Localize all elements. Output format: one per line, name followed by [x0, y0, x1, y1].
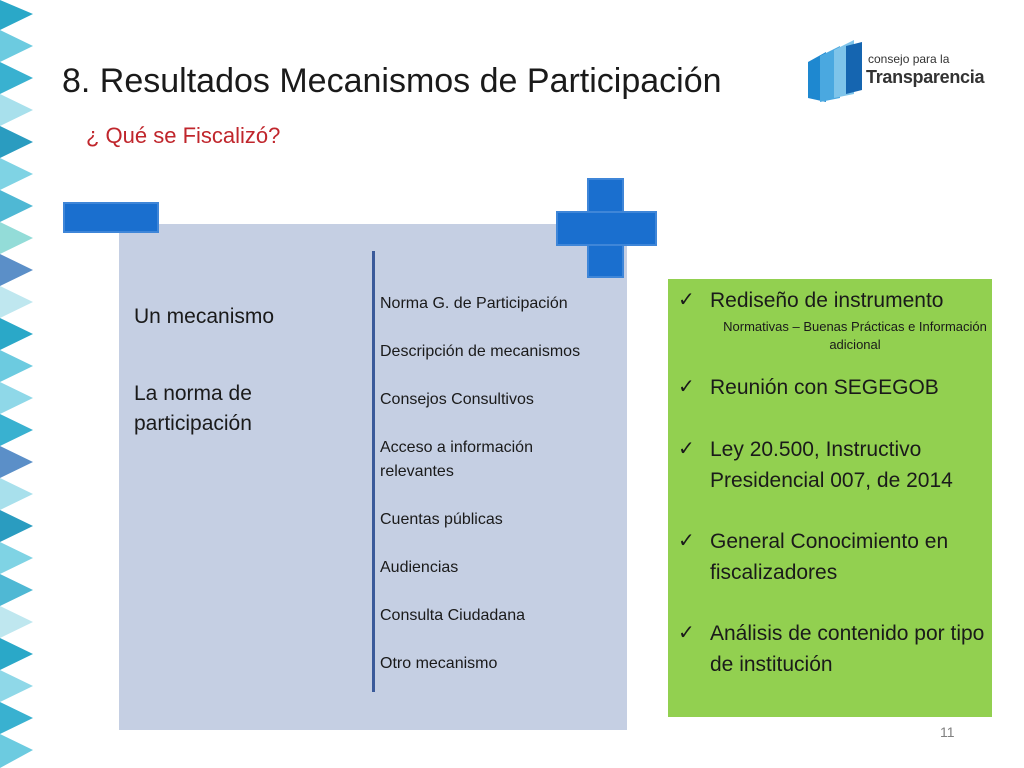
list-item: Norma G. de Participación [380, 295, 568, 312]
list-item: Descripción de mecanismos [380, 343, 581, 360]
result-item-label: General Conocimiento en fiscalizadores [710, 530, 949, 584]
result-item-label: Ley 20.500, Instructivo Presidencial 007, de 2014 [710, 438, 953, 492]
result-item-label: Rediseño de instrumento [710, 289, 944, 312]
page-number: 11 [940, 724, 955, 740]
slide-subtitle: ¿ Qué se Fiscalizó? [86, 123, 281, 148]
divider-line [372, 251, 375, 692]
mechanism-list [380, 292, 620, 700]
logo-mark-icon [806, 40, 864, 106]
list-item: Consulta Ciudadana [380, 607, 525, 624]
checkmark-icon: ✓ [678, 530, 695, 552]
left-label-mechanism: Un mecanismo [134, 305, 275, 328]
result-note: Normativas – Buenas Prácticas e Información adicional [723, 319, 987, 352]
logo-text-main: Transparencia [866, 67, 985, 87]
list-item: Cuentas públicas [380, 511, 503, 528]
decorative-triangle-strip [0, 0, 40, 768]
checkmark-icon: ✓ [678, 376, 695, 398]
result-item [678, 434, 988, 496]
result-item [678, 372, 988, 403]
checkmark-icon: ✓ [678, 622, 695, 644]
left-label-norm: La norma de participación [134, 382, 252, 435]
checkmark-icon: ✓ [678, 289, 695, 311]
slide-title: 8. Resultados Mecanismos de Participación [62, 62, 722, 100]
result-item-label: Análisis de contenido por tipo de institución [710, 622, 985, 676]
result-item-label: Reunión con SEGEGOB [710, 376, 939, 399]
plus-icon-center [589, 213, 622, 244]
result-item [678, 285, 988, 316]
list-item: Consejos Consultivos [380, 391, 534, 408]
logo-text-top: consejo para la [868, 52, 950, 66]
list-item: Audiencias [380, 559, 459, 576]
list-item: Acceso a información relevantes [380, 439, 533, 480]
minus-icon [63, 202, 159, 233]
consejo-transparencia-logo [806, 40, 991, 106]
list-item: Otro mecanismo [380, 655, 498, 672]
result-item [678, 618, 988, 680]
checkmark-icon: ✓ [678, 438, 695, 460]
result-item [678, 526, 988, 588]
